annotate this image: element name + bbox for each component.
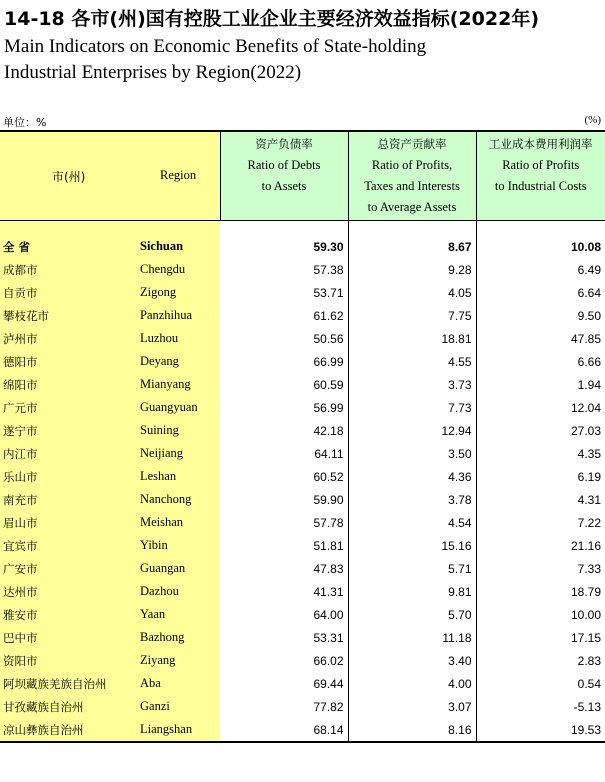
table-row xyxy=(0,442,605,465)
cost-profit-value: 6.19 xyxy=(476,465,605,488)
asset-contribution-value: 9.81 xyxy=(348,580,476,603)
region-name-en: Aba xyxy=(140,676,161,690)
asset-contribution-value: 8.67 xyxy=(348,235,476,258)
table-row xyxy=(0,695,605,718)
cost-profit-value: 21.16 xyxy=(476,534,605,557)
cost-profit-header-cn: 工业成本费用利润率 xyxy=(489,137,593,151)
region-name-en: Ziyang xyxy=(140,653,176,667)
debt-ratio-value: 42.18 xyxy=(313,423,344,438)
region-name-en: Yaan xyxy=(140,607,166,621)
total-row xyxy=(0,235,605,258)
asset-contribution-value: 7.75 xyxy=(348,304,476,327)
region-name-en: Luzhou xyxy=(140,331,179,345)
cost-profit-value: 12.04 xyxy=(476,396,605,419)
cost-profit-value: 6.66 xyxy=(476,350,605,373)
debt-ratio-value: 41.31 xyxy=(313,584,344,599)
region-cell xyxy=(0,580,220,603)
asset-contribution-header-cn: 总资产贡献率 xyxy=(377,137,447,151)
asset-contribution-value: 11.18 xyxy=(348,626,476,649)
cost-profit-value: 9.50 xyxy=(476,304,605,327)
table-row xyxy=(0,580,605,603)
region-name-cn: 遂宁市 xyxy=(3,424,38,438)
asset-contribution-value: 12.94 xyxy=(348,419,476,442)
asset-contribution-value: 4.00 xyxy=(348,672,476,695)
debt-ratio-value: 60.59 xyxy=(313,377,344,392)
region-name-en: Deyang xyxy=(140,354,179,368)
region-name-cn: 雅安市 xyxy=(3,608,38,622)
region-name-en: Yibin xyxy=(140,538,168,552)
region-name-cn: 德阳市 xyxy=(3,355,38,369)
region-name-en: Suining xyxy=(140,423,179,437)
region-cell xyxy=(0,281,220,304)
debt-ratio-value: 66.99 xyxy=(313,354,344,369)
asset-contribution-value: 4.36 xyxy=(348,465,476,488)
asset-contribution-value: 9.28 xyxy=(348,258,476,281)
cost-profit-value: 7.22 xyxy=(476,511,605,534)
table-row xyxy=(0,718,605,742)
region-name-en: Neijiang xyxy=(140,446,184,460)
indicator-table xyxy=(0,130,605,743)
region-name-cn: 广安市 xyxy=(3,562,38,576)
debt-ratio-value: 60.52 xyxy=(313,469,344,484)
debt-ratio-value: 61.62 xyxy=(313,308,344,323)
region-name-en: Nanchong xyxy=(140,492,192,506)
region-name-cn: 达州市 xyxy=(3,585,38,599)
region-name-en: Liangshan xyxy=(140,722,193,736)
table-row xyxy=(0,626,605,649)
region-cell xyxy=(0,373,220,396)
page-title: 14-18 各市(州)国有控股工业企业主要经济效益指标(2022年) xyxy=(4,8,539,30)
region-cell xyxy=(0,488,220,511)
region-name-cn: 广元市 xyxy=(3,401,38,415)
asset-contribution-value: 3.40 xyxy=(348,649,476,672)
cost-profit-value: 6.64 xyxy=(476,281,605,304)
debt-ratio-value: 77.82 xyxy=(313,699,344,714)
region-name-cn: 南充市 xyxy=(3,493,38,507)
debt-ratio-header-en2: to Assets xyxy=(261,179,307,193)
region-name-cn: 巴中市 xyxy=(3,631,38,645)
table-row xyxy=(0,649,605,672)
region-cell xyxy=(0,557,220,580)
page-title-en-line2: Industrial Enterprises by Region(2022) xyxy=(4,62,302,83)
unit-label-right: (%) xyxy=(584,114,601,126)
debt-ratio-header xyxy=(220,131,348,221)
region-cell xyxy=(0,419,220,442)
region-name-en: Panzhihua xyxy=(140,308,193,322)
region-name-en: Sichuan xyxy=(140,239,184,253)
cost-profit-value: 4.35 xyxy=(476,442,605,465)
table-row xyxy=(0,603,605,626)
cost-profit-value: 10.08 xyxy=(476,235,605,258)
asset-contribution-value: 5.71 xyxy=(348,557,476,580)
table-row xyxy=(0,258,605,281)
region-cell xyxy=(0,258,220,281)
table-row xyxy=(0,419,605,442)
cost-profit-value: 2.83 xyxy=(476,649,605,672)
cost-profit-value: 47.85 xyxy=(476,327,605,350)
asset-contribution-value: 8.16 xyxy=(348,718,476,742)
asset-contribution-value: 3.73 xyxy=(348,373,476,396)
region-cell xyxy=(0,534,220,557)
region-name-en: Bazhong xyxy=(140,630,185,644)
asset-contribution-value: 7.73 xyxy=(348,396,476,419)
cost-profit-value: 18.79 xyxy=(476,580,605,603)
asset-contribution-value: 3.78 xyxy=(348,488,476,511)
table-row xyxy=(0,281,605,304)
region-cell xyxy=(0,649,220,672)
region-header-cn: 市(州) xyxy=(52,170,86,184)
debt-ratio-value: 47.83 xyxy=(313,561,344,576)
table-row xyxy=(0,304,605,327)
debt-ratio-value: 69.44 xyxy=(313,676,344,691)
asset-contribution-header xyxy=(348,131,476,221)
region-header-en: Region xyxy=(160,168,197,182)
region-name-en: Zigong xyxy=(140,285,177,299)
table-row xyxy=(0,373,605,396)
region-name-en: Meishan xyxy=(140,515,184,529)
cost-profit-header-en2: to Industrial Costs xyxy=(494,179,587,193)
region-name-cn: 成都市 xyxy=(3,263,38,277)
cost-profit-value: 7.33 xyxy=(476,557,605,580)
region-cell xyxy=(0,442,220,465)
debt-ratio-value: 68.14 xyxy=(220,718,348,742)
region-name-en: Leshan xyxy=(140,469,177,483)
region-name-cn: 凉山彝族自治州 xyxy=(3,723,84,737)
cost-profit-value: 10.00 xyxy=(476,603,605,626)
table-row xyxy=(0,488,605,511)
region-name-cn: 阿坝藏族羌族自治州 xyxy=(3,677,107,691)
cost-profit-value: 6.49 xyxy=(476,258,605,281)
region-name-en: Chengdu xyxy=(140,262,186,276)
cost-profit-header-en1: Ratio of Profits xyxy=(502,158,580,172)
region-cell xyxy=(0,672,220,695)
cost-profit-value: 0.54 xyxy=(476,672,605,695)
cost-profit-value: 17.15 xyxy=(476,626,605,649)
table-row xyxy=(0,557,605,580)
region-name-cn: 攀枝花市 xyxy=(3,309,49,323)
asset-contribution-value: 4.05 xyxy=(348,281,476,304)
debt-ratio-value: 59.30 xyxy=(313,239,344,254)
debt-ratio-value: 53.71 xyxy=(313,285,344,300)
asset-contribution-value: 18.81 xyxy=(348,327,476,350)
region-name-cn: 资阳市 xyxy=(3,654,38,668)
debt-ratio-value: 56.99 xyxy=(313,400,344,415)
asset-contribution-value: 4.54 xyxy=(348,511,476,534)
region-name-en: Guangyuan xyxy=(140,400,198,414)
region-name-cn: 内江市 xyxy=(3,447,38,461)
debt-ratio-value: 64.00 xyxy=(313,607,344,622)
debt-ratio-value: 59.90 xyxy=(313,492,344,507)
debt-ratio-value: 53.31 xyxy=(313,630,344,645)
table-header-row xyxy=(0,131,605,221)
region-name-cn: 乐山市 xyxy=(3,470,38,484)
region-cell xyxy=(0,511,220,534)
region-name-en: Mianyang xyxy=(140,377,191,391)
region-cell xyxy=(0,603,220,626)
region-name-cn: 全 省 xyxy=(3,240,31,254)
region-name-en: Dazhou xyxy=(140,584,179,598)
asset-contribution-value: 3.07 xyxy=(348,695,476,718)
region-cell xyxy=(0,718,220,742)
asset-contribution-value: 5.70 xyxy=(348,603,476,626)
region-cell xyxy=(0,626,220,649)
region-cell xyxy=(0,304,220,327)
cost-profit-value: 1.94 xyxy=(476,373,605,396)
table-row xyxy=(0,350,605,373)
region-cell xyxy=(0,465,220,488)
region-name-cn: 眉山市 xyxy=(3,516,38,530)
cost-profit-value: 4.31 xyxy=(476,488,605,511)
asset-contribution-header-en1: Ratio of Profits, xyxy=(371,158,453,172)
region-cell xyxy=(0,695,220,718)
debt-ratio-value: 51.81 xyxy=(313,538,344,553)
region-name-cn: 宜宾市 xyxy=(3,539,38,553)
debt-ratio-header-cn: 资产负债率 xyxy=(255,137,313,151)
table-row xyxy=(0,396,605,419)
table-row xyxy=(0,511,605,534)
cost-profit-header xyxy=(476,131,605,221)
asset-contribution-header-en3: to Average Assets xyxy=(367,200,457,214)
region-name-en: Guangan xyxy=(140,561,186,575)
table-row xyxy=(0,534,605,557)
cost-profit-value: 27.03 xyxy=(476,419,605,442)
table-row xyxy=(0,465,605,488)
asset-contribution-header-en2: Taxes and Interests xyxy=(364,179,460,193)
debt-ratio-value: 64.11 xyxy=(314,446,344,461)
cost-profit-value: -5.13 xyxy=(476,695,605,718)
region-name-cn: 泸州市 xyxy=(3,332,38,346)
region-cell xyxy=(0,327,220,350)
asset-contribution-value: 4.55 xyxy=(348,350,476,373)
debt-ratio-value: 57.38 xyxy=(313,262,344,277)
cost-profit-value: 19.53 xyxy=(476,718,605,742)
region-cell xyxy=(0,235,220,258)
region-cell xyxy=(0,350,220,373)
debt-ratio-value: 50.56 xyxy=(313,331,344,346)
debt-ratio-header-en1: Ratio of Debts xyxy=(247,158,321,172)
unit-label: 单位：% xyxy=(3,116,47,129)
region-name-en: Ganzi xyxy=(140,699,170,713)
region-name-cn: 绵阳市 xyxy=(3,378,38,392)
asset-contribution-value: 15.16 xyxy=(348,534,476,557)
region-header xyxy=(0,131,220,221)
region-cell xyxy=(0,396,220,419)
table-row xyxy=(0,327,605,350)
debt-ratio-value: 57.78 xyxy=(313,515,344,530)
spacer-row xyxy=(0,221,605,236)
asset-contribution-value: 3.50 xyxy=(348,442,476,465)
debt-ratio-value: 66.02 xyxy=(313,653,344,668)
table-row xyxy=(0,672,605,695)
page-title-en-line1: Main Indicators on Economic Benefits of State-holding xyxy=(4,36,427,57)
region-name-cn: 甘孜藏族自治州 xyxy=(3,700,84,714)
region-name-cn: 自贡市 xyxy=(3,286,38,300)
